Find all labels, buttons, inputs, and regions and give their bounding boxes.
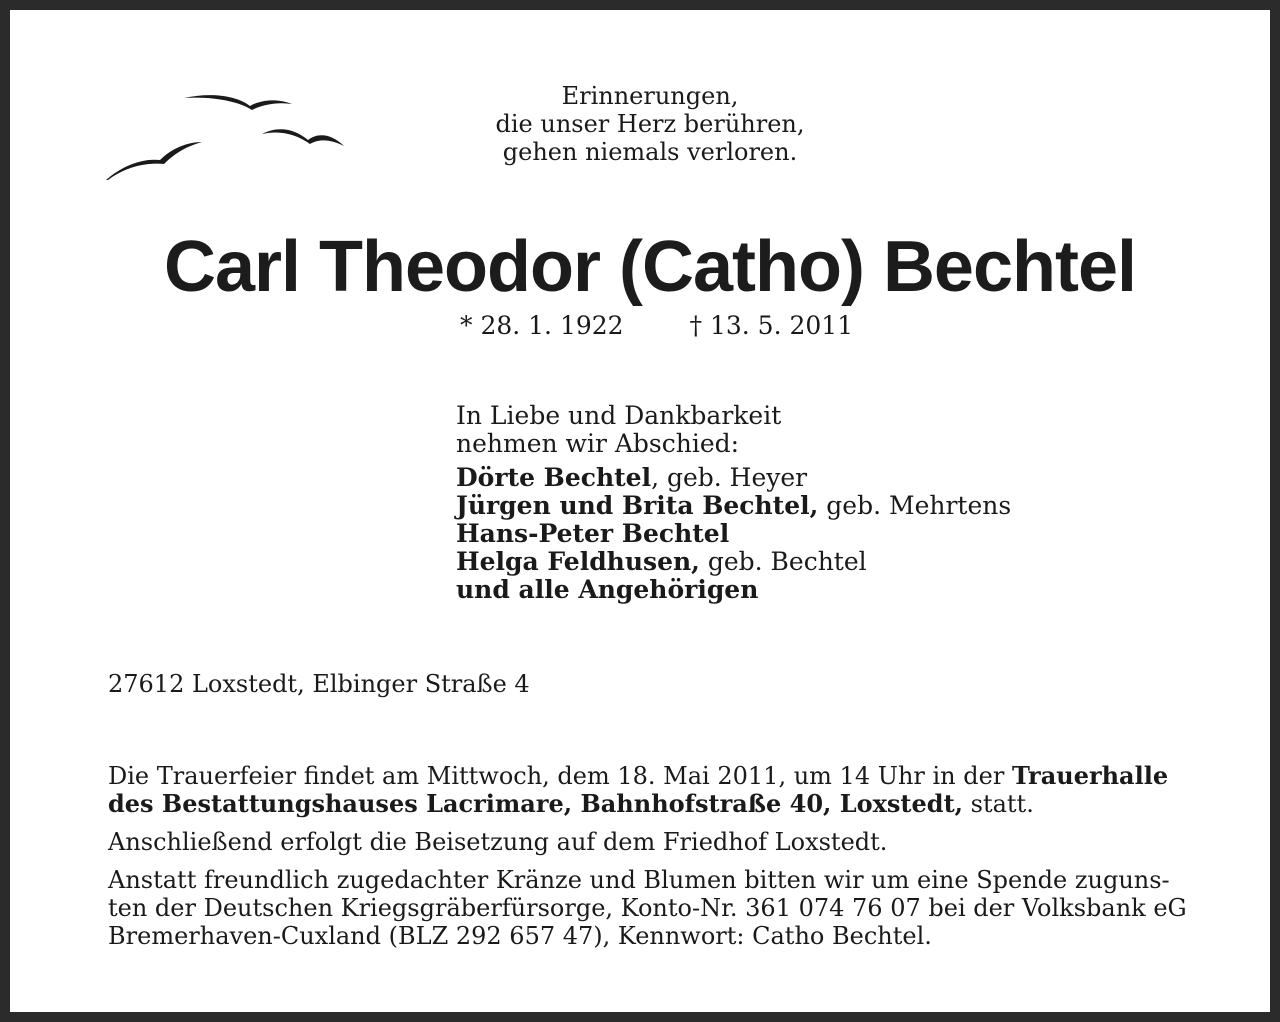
life-dates (460, 310, 853, 342)
mourner-suffix: , geb. Heyer (651, 463, 808, 492)
mourner-row (456, 520, 1011, 548)
bird-icon-3 (106, 142, 202, 180)
birds-icon (102, 88, 352, 188)
ceremony-intro: Die Trauerfeier findet am Mittwoch, dem 18. Mai 2011, um 14 Uhr in der (108, 762, 1012, 790)
mourner-name: Dörte Bechtel (456, 463, 652, 492)
mourner-suffix: geb. Bechtel (699, 547, 867, 576)
mourners-list (456, 464, 1011, 604)
deceased-name: Carl Theodor (Catho) Bechtel (163, 227, 1137, 307)
family-address: 27612 Loxstedt, Elbinger Straße 4 (108, 670, 530, 698)
donation-line: Anstatt freundlich zugedachter Kränze und Blumen bitten wir um eine Spende zuguns- (108, 866, 1170, 894)
motto-verse (450, 82, 850, 166)
donation-paragraph (108, 866, 1198, 950)
death-date: † 13. 5. 2011 (689, 311, 854, 340)
farewell-text (456, 402, 781, 458)
motto-line: die unser Herz berühren, (495, 110, 805, 138)
mourner-row (456, 576, 1011, 604)
bird-icon-2 (262, 129, 344, 146)
ceremony-details (108, 762, 1198, 960)
burial-paragraph: Anschließend erfolgt die Beisetzung auf dem Friedhof Loxstedt. (108, 828, 888, 856)
donation-line: Bremerhaven-Cuxland (BLZ 292 657 47), Kennwort: Catho Bechtel. (108, 922, 932, 950)
donation-line: ten der Deutschen Kriegsgräberfürsorge, Konto-Nr. 361 074 76 07 bei der Volksbank eG (108, 894, 1187, 922)
mourner-row (456, 548, 1011, 576)
mourner-row (456, 492, 1011, 520)
ceremony-venue: Trauerhalle des Bestattungshauses Lacrimare, Bahnhofstraße 40, Loxstedt, (108, 761, 1169, 818)
mourner-name: und alle Angehörigen (456, 575, 759, 604)
mourner-row (456, 464, 1011, 492)
bird-icon-1 (184, 95, 292, 110)
mourner-name: Hans-Peter Bechtel (456, 519, 730, 548)
motto-line: Erinnerungen, (561, 82, 739, 110)
mourner-name: Jürgen und Brita Bechtel, (456, 491, 819, 520)
farewell-line: In Liebe und Dankbarkeit (456, 401, 782, 430)
mourner-name: Helga Feldhusen, (456, 547, 700, 576)
farewell-line: nehmen wir Abschied: (456, 429, 740, 458)
birth-date: * 28. 1. 1922 (460, 311, 624, 340)
motto-line: gehen niemals verloren. (502, 138, 798, 166)
mourner-suffix: geb. Mehrtens (818, 491, 1012, 520)
ceremony-outro: statt. (963, 790, 1034, 818)
ceremony-paragraph (108, 762, 1198, 818)
